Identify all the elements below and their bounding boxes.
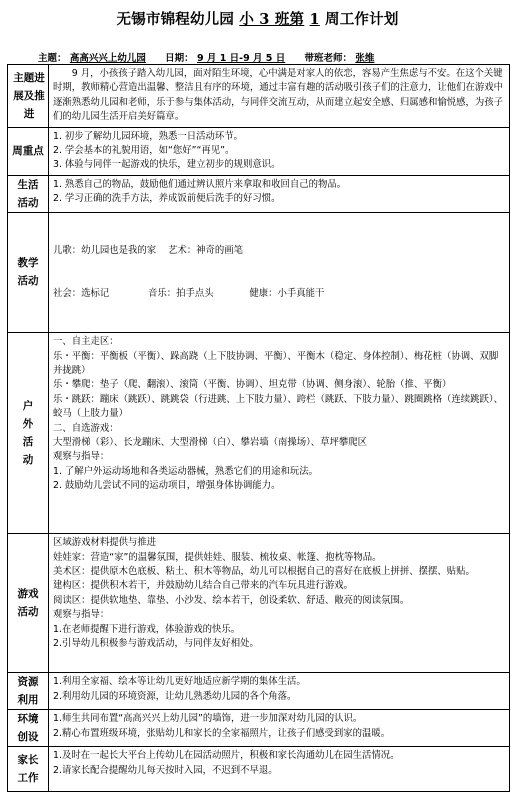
date-value: 9 月 1 日-9 月 5 日 <box>196 53 286 64</box>
row-head-games: 游戏活动 <box>8 534 49 673</box>
school-name: 无锡市锦程幼儿园 <box>116 11 235 28</box>
teacher-value: 张维 <box>355 53 375 64</box>
outdoor-line: 乐・攀爬：垫子（爬、翻滚）、滚筒（平衡、协调）、坦克带（协调、侧身滚）、轮胎（推、平衡） <box>53 379 452 391</box>
outdoor-line: 1. 了解户外运动场地和各类运动器械，熟悉它们的用途和玩法。 <box>53 465 319 477</box>
row-parents <box>8 747 510 792</box>
theme-value: 高高兴兴上幼儿园 <box>69 53 146 64</box>
outdoor-line: 乐・平衡：平衡板（平衡）、跺高跷（上下肢协调、平衡）、平衡木（稳定、身体控制）、梅花桩（协调、双脚并拢跳） <box>53 350 499 376</box>
progress-text: 9 月，小孩孩子踏入幼儿园，面对陌生环境，心中满是对家人的依恋，容易产生焦虑与不安。在这个关键时期，教师精心营造出温馨、整洁且有序的环境，通过丰富有趣的活动吸引孩子们的注意力，让他们在游戏中逐渐熟悉幼儿园和老师，乐于参与集体活动，与同伴交流互动，从而建立起安全感、归属感和愉悦感，为孩子们的幼儿园生活开启美好篇章。 <box>53 68 504 123</box>
environment-item: 1.师生共同布置“高高兴兴上幼儿园”的墙饰，进一步加深对幼儿园的认识。 <box>53 713 363 725</box>
resources-item: 2.利用幼儿园的环境资源，让幼儿熟悉幼儿园的各个角落。 <box>53 690 297 702</box>
games-line: 区域游戏材料提供与推进 <box>53 537 157 549</box>
row-environment <box>8 710 510 747</box>
outdoor-line: 大型滑梯（彩）、长龙蹦床、大型滑梯（白）、攀岩墙（南操场）、草坪攀爬区 <box>53 436 368 448</box>
row-body-life <box>49 175 510 212</box>
focus-item: 3. 体验与同伴一起游戏的快乐，建立初步的规则意识。 <box>53 159 281 171</box>
row-head-progress: 主题进展及推进 <box>8 65 49 128</box>
row-body-teaching <box>49 212 510 332</box>
row-teaching <box>8 212 510 332</box>
resources-item: 1.利用全家福、绘本等让幼儿更好地适应新学期的集体生活。 <box>53 676 306 688</box>
focus-item: 1. 初步了解幼儿园环境，熟悉一日活动环节。 <box>53 130 244 142</box>
row-progress <box>8 65 510 128</box>
games-line: 1.在老师提醒下进行游戏，体验游戏的快乐。 <box>53 623 241 635</box>
row-focus <box>8 127 510 175</box>
outdoor-line: 2. 鼓励幼儿尝试不同的运动项目，增强身体协调能力。 <box>53 480 281 492</box>
focus-item: 2. 学会基本的礼貌用语，如“您好”“再见”。 <box>53 145 235 157</box>
outdoor-line: 二、自选游戏： <box>53 422 119 434</box>
row-head-parents: 家长工作 <box>8 747 49 792</box>
games-line: 美术区：提供原木色底板、粘土、积木等物品，幼儿可以根据自己的喜好在底板上拼拼、摆摆、贴贴。 <box>53 565 475 577</box>
outdoor-line: 观察与指导： <box>53 451 110 463</box>
date-label: 日期： <box>165 53 194 64</box>
row-games <box>8 534 510 673</box>
plan-meta <box>38 50 508 64</box>
row-outdoor <box>8 333 510 534</box>
row-head-outdoor: 户外活动 <box>8 333 49 534</box>
outdoor-line: 一、自主走区： <box>53 336 119 348</box>
parents-item: 2.请家长配合提醒幼儿每天按时入园，不迟到不早退。 <box>53 764 278 776</box>
row-body-environment <box>49 710 510 747</box>
title-suffix: 周工作计划 <box>325 11 399 28</box>
row-head-teaching: 教学活动 <box>8 212 49 332</box>
games-line: 阅读区：提供软地垫、靠垫、小沙发、绘本若干，创设柔软、舒适、敞亮的阅读氛围。 <box>53 594 410 606</box>
row-body-parents <box>49 747 510 792</box>
teaching-line: 社会：选标记 音乐：拍手点头 健康：小手真能干 <box>53 287 325 299</box>
teacher-label: 带班老师： <box>304 53 353 64</box>
life-item: 2. 学习正确的洗手方法，养成饭前便后洗手的好习惯。 <box>53 193 281 205</box>
environment-item: 2.精心布置班级环境，张贴幼儿和家长的全家福照片，让孩子们感受到家的温暖。 <box>53 727 391 739</box>
class-name: 小 3 班第 <box>239 11 305 28</box>
row-body-outdoor <box>49 333 510 534</box>
games-line: 娃娃家：营造“家”的温馨氛围，提供娃娃、服装、梳妆桌、帐篷、抱枕等物品。 <box>53 551 382 563</box>
teaching-line: 儿歌：幼儿园也是我的家 艺术：神奇的画笔 <box>53 244 244 256</box>
games-line: 建构区：提供积木若干，并鼓励幼儿结合自己带来的汽车玩具进行游戏。 <box>53 580 354 592</box>
row-body-progress <box>49 65 510 128</box>
outdoor-line: 乐・跳跃：蹦床（跳跃）、跳跳袋（行进跳、上下肢力量）、跨栏（跳跃、下肢力量）、跳圈跳格（连续跳跃）、蛟马（上肢力量） <box>53 393 503 420</box>
row-head-environment: 环境创设 <box>8 710 49 747</box>
games-line: 观察与指导： <box>53 609 110 621</box>
row-head-resources: 资源利用 <box>8 673 49 710</box>
row-body-games <box>49 534 510 673</box>
weekly-plan-table <box>7 64 510 792</box>
parents-item: 1.及时在一起长大平台上传幼儿在园活动照片，积极和家长沟通幼儿在园生活情况。 <box>53 750 400 762</box>
row-resources <box>8 673 510 710</box>
life-item: 1. 熟悉自己的物品，鼓励他们通过辨认照片来拿取和收回自己的物品。 <box>53 178 347 190</box>
row-head-focus: 周重点 <box>8 127 49 175</box>
row-body-focus <box>49 127 510 175</box>
row-life <box>8 175 510 212</box>
page-title <box>0 8 515 29</box>
row-body-resources <box>49 673 510 710</box>
games-line: 2.引导幼儿积极参与游戏活动，与同伴友好相处。 <box>53 637 259 649</box>
row-head-life: 生活活动 <box>8 175 49 212</box>
week-number: 1 <box>309 11 320 28</box>
theme-label: 主题： <box>38 53 67 64</box>
